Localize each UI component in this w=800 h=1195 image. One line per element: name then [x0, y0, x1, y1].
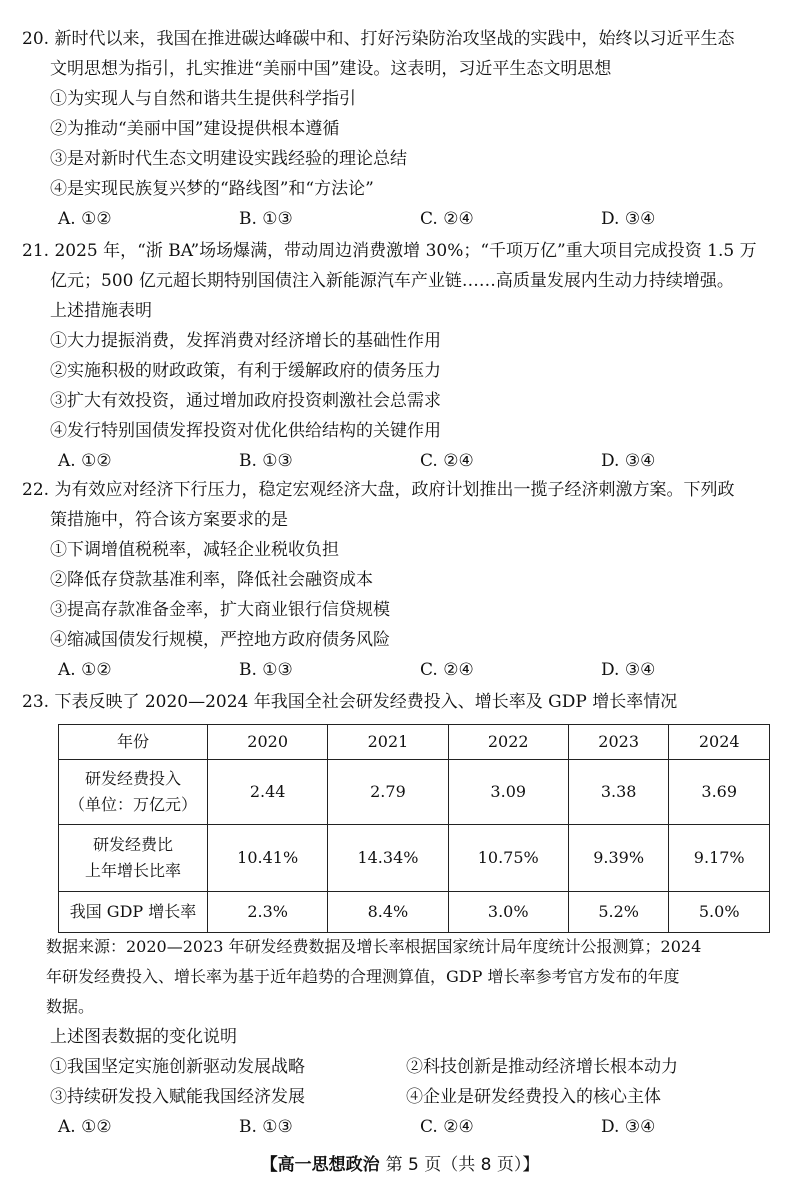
q21-item-1: ①大力提振消费，发挥消费对经济增长的基础性作用	[50, 331, 441, 351]
q23-option-c[interactable]: C. ②④	[420, 1117, 474, 1137]
q22-item-1: ①下调增值税税率，减轻企业税收负担	[50, 540, 339, 560]
q23-option-a[interactable]: A. ①②	[58, 1117, 112, 1137]
table-year: 2022	[448, 725, 568, 760]
q23-note-line-1: 数据来源：2020—2023 年研发经费数据及增长率根据国家统计局年度统计公报测算；2024	[46, 937, 702, 956]
q22-option-c[interactable]: C. ②④	[420, 660, 474, 680]
table-cell: 2.44	[208, 760, 328, 825]
table-cell: 3.38	[568, 760, 669, 825]
question-21	[22, 236, 782, 476]
table-cell: 9.17%	[669, 825, 770, 892]
table-cell: 3.09	[448, 760, 568, 825]
q20-item-1: ①为实现人与自然和谐共生提供科学指引	[50, 89, 356, 109]
row-label-line-2: 上年增长比率	[84, 861, 181, 880]
table-row	[59, 892, 770, 933]
q22-option-b[interactable]: B. ①③	[239, 660, 293, 680]
q20-option-a[interactable]: A. ①②	[58, 209, 112, 229]
table-header-row	[59, 725, 770, 760]
q21-item-3: ③扩大有效投资，通过增加政府投资刺激社会总需求	[50, 391, 441, 411]
q20-option-c[interactable]: C. ②④	[420, 209, 474, 229]
question-22	[22, 475, 782, 685]
q22-stem-line-1: 22. 为有效应对经济下行压力，稳定宏观经济大盘，政府计划推出一揽子经济刺激方案。下列政	[22, 480, 735, 500]
footer-subject: 【高一思想政治	[260, 1155, 380, 1175]
table-cell: 3.0%	[448, 892, 568, 933]
q21-stem-line-3: 上述措施表明	[50, 301, 152, 321]
table-cell: 10.75%	[448, 825, 568, 892]
q20-stem-line-2: 文明思想为指引，扎实推进“美丽中国”建设。这表明，习近平生态文明思想	[50, 59, 612, 79]
table-year: 2020	[208, 725, 328, 760]
q22-option-d[interactable]: D. ③④	[601, 660, 656, 680]
q21-item-2: ②实施积极的财政政策，有利于缓解政府的债务压力	[50, 361, 441, 381]
table-year: 2024	[669, 725, 770, 760]
table-cell: 8.4%	[328, 892, 448, 933]
q23-items-row-2	[22, 1082, 782, 1112]
q23-item-4: ④企业是研发经费投入的核心主体	[406, 1087, 661, 1107]
table-row-label: 我国 GDP 增长率	[59, 892, 208, 933]
q23-lead: 上述图表数据的变化说明	[50, 1027, 237, 1047]
question-23	[22, 687, 782, 717]
question-23-continued	[22, 932, 782, 1142]
table-year: 2023	[568, 725, 669, 760]
q23-item-2: ②科技创新是推动经济增长根本动力	[406, 1057, 678, 1077]
q23-option-b[interactable]: B. ①③	[239, 1117, 293, 1137]
table-cell: 2.3%	[208, 892, 328, 933]
q22-options	[22, 655, 782, 685]
q21-stem-line-2: 亿元；500 亿元超长期特别国债注入新能源汽车产业链……高质量发展内生动力持续增强。	[50, 271, 734, 291]
table-cell: 5.0%	[669, 892, 770, 933]
q21-option-a[interactable]: A. ①②	[58, 451, 112, 471]
rd-investment-table	[58, 724, 770, 933]
question-20	[22, 24, 782, 234]
q23-stem: 23. 下表反映了 2020—2024 年我国全社会研发经费投入、增长率及 GDP 增长率情况	[22, 692, 678, 712]
table-cell: 5.2%	[568, 892, 669, 933]
table-cell: 9.39%	[568, 825, 669, 892]
q20-options	[22, 204, 782, 234]
q22-item-2: ②降低存贷款基准利率，降低社会融资成本	[50, 570, 373, 590]
row-label-line-1: 研发经费投入	[84, 769, 181, 788]
table-cell: 2.79	[328, 760, 448, 825]
table-row-label	[59, 825, 208, 892]
q23-items-row-1	[22, 1052, 782, 1082]
q20-option-b[interactable]: B. ①③	[239, 209, 293, 229]
row-label-line-2: （单位：万亿元）	[68, 795, 197, 814]
q21-item-4: ④发行特别国债发挥投资对优化供给结构的关键作用	[50, 421, 441, 441]
q20-stem-line-1: 20. 新时代以来，我国在推进碳达峰碳中和、打好污染防治攻坚战的实践中，始终以习近平生态	[22, 29, 735, 49]
q23-item-3: ③持续研发投入赋能我国经济发展	[50, 1087, 305, 1107]
q21-stem-line-1: 21. 2025 年，“浙 BA”场场爆满，带动周边消费激增 30%；“千项万亿”重大项目完成投资 1.5 万	[22, 241, 757, 261]
q20-item-3: ③是对新时代生态文明建设实践经验的理论总结	[50, 149, 407, 169]
q22-stem-line-2: 策措施中，符合该方案要求的是	[50, 510, 288, 530]
q21-option-b[interactable]: B. ①③	[239, 451, 293, 471]
q22-item-4: ④缩减国债发行规模，严控地方政府债务风险	[50, 630, 390, 650]
table-row-label	[59, 760, 208, 825]
q23-item-1: ①我国坚定实施创新驱动发展战略	[50, 1057, 305, 1077]
table-cell: 10.41%	[208, 825, 328, 892]
row-label-line-1: 研发经费比	[92, 835, 173, 854]
q20-item-2: ②为推动“美丽中国”建设提供根本遵循	[50, 119, 340, 139]
q23-note-line-3: 数据。	[46, 997, 95, 1016]
q23-options	[22, 1112, 782, 1142]
table-cell: 14.34%	[328, 825, 448, 892]
table-header-label: 年份	[59, 725, 208, 760]
table-year: 2021	[328, 725, 448, 760]
table-row	[59, 760, 770, 825]
footer-page-number: 第 5 页（共 8 页）】	[385, 1155, 540, 1175]
q22-option-a[interactable]: A. ①②	[58, 660, 112, 680]
table-row	[59, 825, 770, 892]
page-footer	[0, 1150, 800, 1175]
q21-option-c[interactable]: C. ②④	[420, 451, 474, 471]
q20-option-d[interactable]: D. ③④	[601, 209, 656, 229]
q23-option-d[interactable]: D. ③④	[601, 1117, 656, 1137]
q21-options	[22, 446, 782, 476]
q23-note-line-2: 年研发经费投入、增长率为基于近年趋势的合理测算值，GDP 增长率参考官方发布的年度	[46, 967, 680, 986]
q20-item-4: ④是实现民族复兴梦的“路线图”和“方法论”	[50, 179, 374, 199]
q22-item-3: ③提高存款准备金率，扩大商业银行信贷规模	[50, 600, 390, 620]
table-cell: 3.69	[669, 760, 770, 825]
q21-option-d[interactable]: D. ③④	[601, 451, 656, 471]
